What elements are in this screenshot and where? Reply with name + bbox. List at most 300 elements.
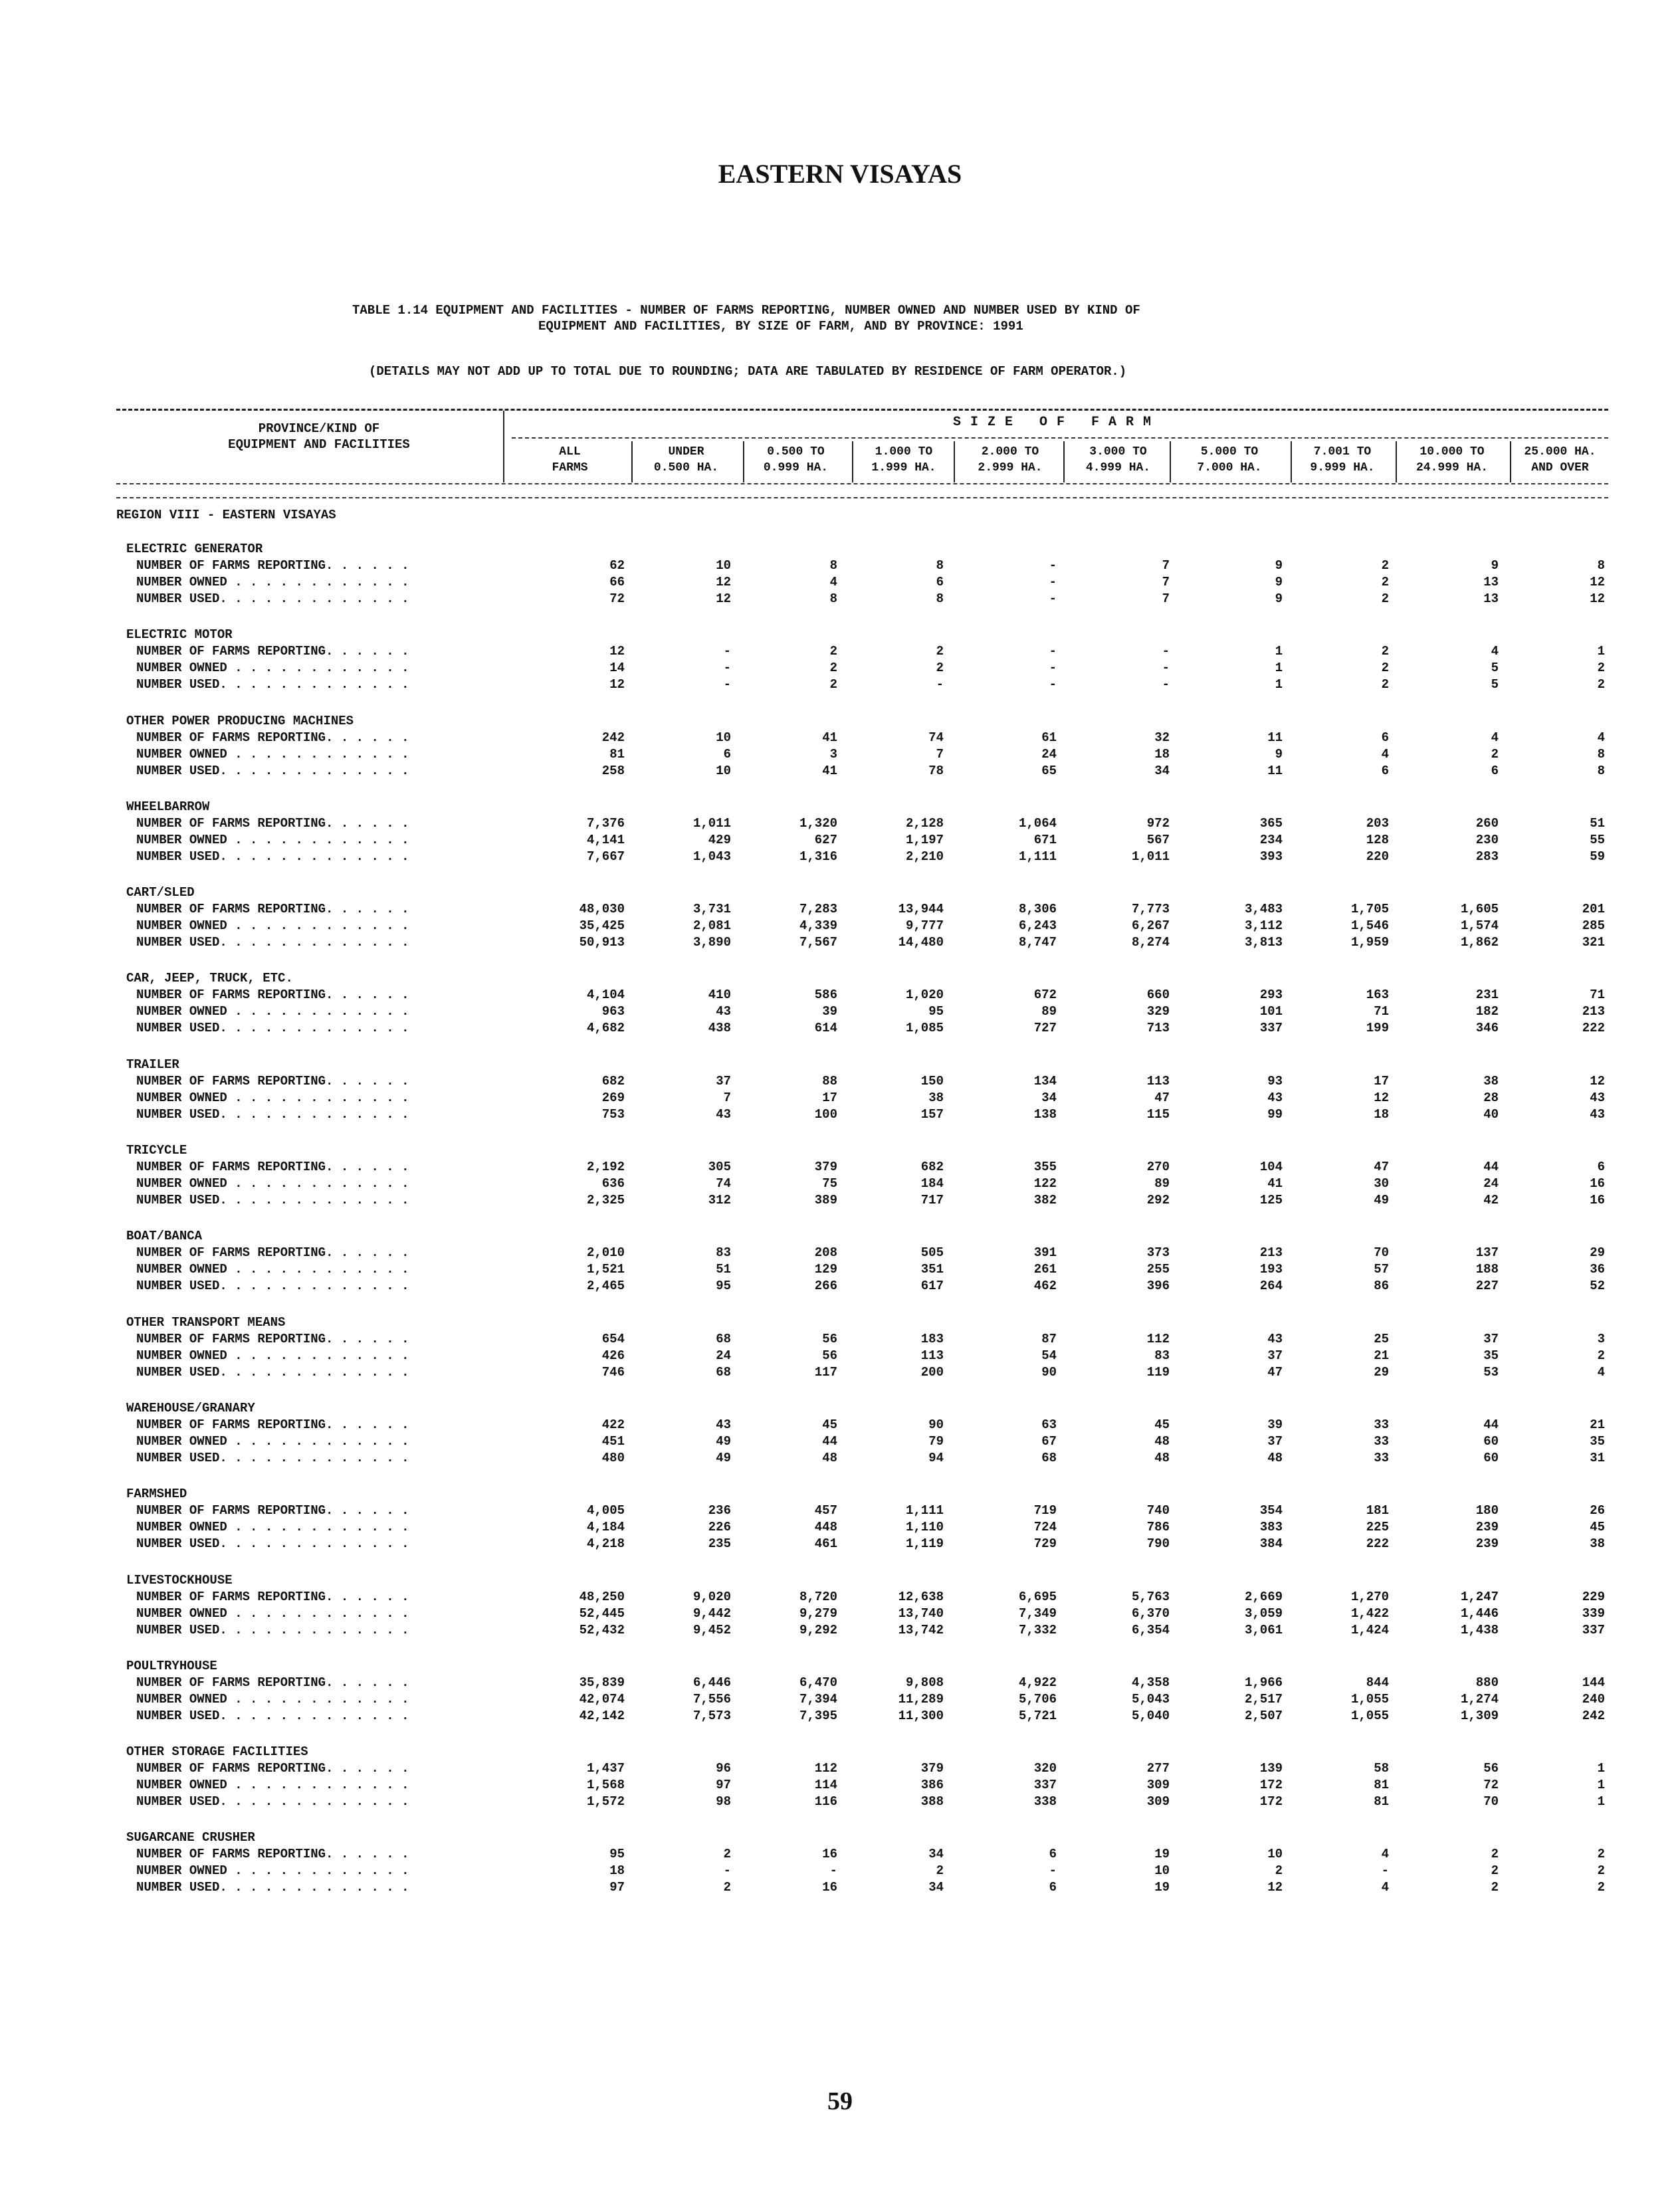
table-cell: 6,370 <box>1131 1606 1170 1621</box>
equipment-group <box>0 1142 1680 1227</box>
table-cell: 34 <box>928 1880 944 1895</box>
column-header-line: 1.999 HA. <box>871 461 936 474</box>
table-cell: 2,010 <box>586 1245 625 1261</box>
table-cell: 2,517 <box>1244 1691 1283 1707</box>
table-cell: 383 <box>1259 1520 1283 1535</box>
table-cell: 1,546 <box>1350 918 1389 934</box>
table-row <box>0 1708 1680 1724</box>
table-cell: 100 <box>814 1106 837 1122</box>
table-cell: 4 <box>1381 746 1389 762</box>
row-label: NUMBER OWNED . . . . . . . . . . . . <box>136 1262 409 1277</box>
equipment-group-title: LIVESTOCKHOUSE <box>126 1572 233 1588</box>
table-cell: 5,721 <box>1018 1708 1057 1723</box>
table-cell: 1,055 <box>1350 1708 1389 1723</box>
table-row <box>0 1331 1680 1348</box>
table-row <box>0 660 1680 677</box>
table-row <box>0 1073 1680 1090</box>
table-row <box>0 1176 1680 1192</box>
table-cell: 43 <box>1267 1090 1283 1105</box>
table-cell: 266 <box>814 1279 837 1294</box>
table-cell: 226 <box>708 1520 731 1535</box>
row-label: NUMBER USED. . . . . . . . . . . . . <box>136 677 409 692</box>
table-cell: 193 <box>1259 1262 1283 1277</box>
caption-line-2: EQUIPMENT AND FACILITIES, BY SIZE OF FARM, AND BY PROVINCE: 1991 <box>538 319 1023 334</box>
table-cell: 113 <box>920 1348 944 1363</box>
table-cell: 4 <box>829 575 837 589</box>
table-cell: 7,573 <box>692 1708 731 1723</box>
table-cell: 384 <box>1259 1536 1283 1552</box>
table-cell: 312 <box>708 1193 731 1208</box>
table-cell: 1,574 <box>1460 918 1499 934</box>
table-cell: 122 <box>1033 1176 1057 1192</box>
row-label: NUMBER USED. . . . . . . . . . . . . <box>136 1106 409 1122</box>
table-cell: 3 <box>1597 1331 1605 1346</box>
table-cell: 1,320 <box>799 815 837 831</box>
table-cell: 1,705 <box>1350 902 1389 917</box>
row-label: NUMBER USED. . . . . . . . . . . . . <box>136 1536 409 1552</box>
row-label: NUMBER USED. . . . . . . . . . . . . <box>136 1880 409 1895</box>
table-cell: 11 <box>1267 763 1283 778</box>
equipment-group-title: WHEELBARROW <box>126 799 210 814</box>
table-cell: 2 <box>1381 661 1389 676</box>
page-number: 59 <box>827 2087 853 2115</box>
table-cell: 116 <box>814 1794 837 1810</box>
table-cell: 8,720 <box>799 1589 837 1604</box>
table-cell: 25 <box>1374 1331 1389 1346</box>
table-cell: 150 <box>920 1073 944 1089</box>
table-cell: 90 <box>928 1417 944 1432</box>
equipment-group-title: OTHER STORAGE FACILITIES <box>126 1744 308 1760</box>
table-cell: 2 <box>1491 1863 1499 1879</box>
table-cell: 7,667 <box>586 849 625 864</box>
table-row <box>0 1691 1680 1708</box>
size-of-farm-header: SIZE OF FARM <box>952 415 1161 430</box>
table-cell: 660 <box>1146 988 1170 1003</box>
column-header-line: 9.999 HA. <box>1310 461 1375 474</box>
table-cell: 63 <box>1041 1417 1057 1432</box>
table-cell: 462 <box>1033 1279 1057 1294</box>
equipment-group <box>0 1485 1680 1571</box>
column-header-line: ALL <box>559 445 581 459</box>
table-cell: - <box>723 644 731 659</box>
table-cell: 242 <box>1582 1708 1605 1723</box>
table-cell: 199 <box>1366 1021 1389 1036</box>
table-note: (DETAILS MAY NOT ADD UP TO TOTAL DUE TO ROUNDING; DATA ARE TABULATED BY RESIDENCE OF FARM OPERATOR.) <box>369 364 1127 379</box>
table-cell: 52,445 <box>579 1606 625 1621</box>
table-cell: 12 <box>1267 1880 1283 1895</box>
table-cell: 96 <box>716 1761 731 1776</box>
row-label: NUMBER USED. . . . . . . . . . . . . <box>136 1364 409 1380</box>
table-cell: 1,064 <box>1018 815 1057 831</box>
table-cell: 338 <box>1033 1794 1057 1810</box>
table-cell: 137 <box>1475 1245 1499 1261</box>
table-cell: 7,283 <box>799 902 837 917</box>
column-header-line: AND OVER <box>1531 461 1589 474</box>
table-cell: 10 <box>1154 1863 1170 1879</box>
table-cell: 7 <box>723 1090 731 1105</box>
table-cell: 235 <box>708 1536 731 1552</box>
table-cell: 3 <box>829 746 837 762</box>
table-cell: 222 <box>1366 1536 1389 1552</box>
table-cell: 396 <box>1146 1279 1170 1294</box>
table-row <box>0 1606 1680 1622</box>
equipment-group <box>0 1400 1680 1485</box>
table-cell: 6 <box>1381 730 1389 745</box>
table-cell: 71 <box>1374 1004 1389 1019</box>
table-cell: 90 <box>1041 1364 1057 1380</box>
table-cell: 6 <box>723 746 731 762</box>
table-cell: 34 <box>1041 1090 1057 1105</box>
column-header-line: 7.001 TO <box>1313 445 1372 459</box>
table-cell: 99 <box>1267 1106 1283 1122</box>
table-cell: 10 <box>716 558 731 573</box>
table-cell: 72 <box>609 591 625 606</box>
table-cell: 48 <box>1154 1450 1170 1465</box>
column-divider <box>1291 441 1292 482</box>
table-cell: 10 <box>716 763 731 778</box>
table-cell: 880 <box>1475 1675 1499 1690</box>
table-cell: 39 <box>1267 1417 1283 1432</box>
table-cell: 14 <box>609 661 625 676</box>
row-label: NUMBER OF FARMS REPORTING. . . . . . <box>136 1675 409 1690</box>
equipment-group <box>0 1227 1680 1313</box>
table-cell: 39 <box>822 1004 837 1019</box>
table-cell: 586 <box>814 988 837 1003</box>
table-cell: 24 <box>716 1348 731 1363</box>
column-header <box>854 444 954 476</box>
table-cell: 724 <box>1033 1520 1057 1535</box>
table-cell: 337 <box>1582 1622 1605 1637</box>
table-cell: 43 <box>716 1417 731 1432</box>
table-cell: 114 <box>814 1778 837 1793</box>
column-header-line: 2.999 HA. <box>978 461 1043 474</box>
row-label: NUMBER USED. . . . . . . . . . . . . <box>136 763 409 778</box>
table-cell: 13 <box>1483 575 1499 589</box>
table-cell: 38 <box>1483 1073 1499 1089</box>
equipment-group <box>0 1657 1680 1743</box>
table-cell: 3,890 <box>692 935 731 950</box>
table-cell: 44 <box>822 1433 837 1449</box>
table-cell: 48 <box>822 1450 837 1465</box>
table-cell: 9 <box>1491 558 1499 573</box>
table-cell: 6,446 <box>692 1675 731 1690</box>
row-label: NUMBER USED. . . . . . . . . . . . . <box>136 1450 409 1465</box>
table-cell: 6 <box>1049 1880 1057 1895</box>
table-cell: 225 <box>1366 1520 1389 1535</box>
table-cell: 8 <box>936 558 944 573</box>
column-header <box>1067 444 1170 476</box>
table-cell: 1,011 <box>1131 849 1170 864</box>
table-cell: 78 <box>928 763 944 778</box>
table-cell: 1,521 <box>586 1262 625 1277</box>
table-cell: 12 <box>1590 575 1605 589</box>
table-cell: 44 <box>1483 1417 1499 1432</box>
table-cell: 4,358 <box>1131 1675 1170 1690</box>
table-row <box>0 1589 1680 1606</box>
table-cell: 38 <box>928 1090 944 1105</box>
table-cell: 1,422 <box>1350 1606 1389 1621</box>
table-cell: 35 <box>1590 1433 1605 1449</box>
table-row <box>0 1503 1680 1519</box>
table-cell: 9,777 <box>905 918 944 934</box>
equipment-group-title: TRAILER <box>126 1057 179 1072</box>
column-header-line: 2.000 TO <box>981 445 1039 459</box>
table-cell: - <box>723 661 731 676</box>
table-cell: 32 <box>1154 730 1170 745</box>
table-cell: 4,339 <box>799 918 837 934</box>
table-cell: 7 <box>1162 575 1170 589</box>
table-cell: 9,808 <box>905 1675 944 1690</box>
table-cell: 1,270 <box>1350 1589 1389 1604</box>
table-cell: 49 <box>716 1433 731 1449</box>
table-cell: 1,309 <box>1460 1708 1499 1723</box>
table-cell: 34 <box>1154 763 1170 778</box>
table-cell: 26 <box>1590 1503 1605 1518</box>
row-label: NUMBER OWNED . . . . . . . . . . . . <box>136 832 409 847</box>
table-cell: 339 <box>1582 1606 1605 1621</box>
column-header-line: 10.000 TO <box>1419 445 1485 459</box>
table-cell: 88 <box>822 1073 837 1089</box>
table-cell: 28 <box>1483 1090 1499 1105</box>
table-cell: 157 <box>920 1106 944 1122</box>
table-cell: 183 <box>920 1331 944 1346</box>
row-label: NUMBER USED. . . . . . . . . . . . . <box>136 1708 409 1723</box>
table-cell: 43 <box>1267 1331 1283 1346</box>
equipment-group-title: CART/SLED <box>126 885 195 900</box>
table-cell: 1,274 <box>1460 1691 1499 1707</box>
rule-body-top <box>116 497 1608 498</box>
table-row <box>0 1020 1680 1037</box>
table-cell: 54 <box>1041 1348 1057 1363</box>
table-cell: - <box>1162 661 1170 676</box>
column-divider <box>1396 441 1397 482</box>
row-label: NUMBER OF FARMS REPORTING. . . . . . <box>136 730 409 745</box>
table-cell: 50,913 <box>579 935 625 950</box>
table-cell: 81 <box>1374 1794 1389 1810</box>
table-row <box>0 574 1680 591</box>
table-cell: 388 <box>920 1794 944 1810</box>
equipment-group <box>0 1743 1680 1829</box>
table-row <box>0 901 1680 918</box>
table-cell: 2,669 <box>1244 1589 1283 1604</box>
row-label: NUMBER OWNED . . . . . . . . . . . . <box>136 575 409 589</box>
table-cell: 21 <box>1590 1417 1605 1432</box>
table-cell: 229 <box>1582 1589 1605 1604</box>
table-cell: 3,112 <box>1244 918 1283 934</box>
table-cell: 844 <box>1366 1675 1389 1690</box>
table-cell: 410 <box>708 988 731 1003</box>
table-row <box>0 1794 1680 1810</box>
table-cell: 115 <box>1146 1106 1170 1122</box>
table-row <box>0 1159 1680 1176</box>
table-cell: 5,706 <box>1018 1691 1057 1707</box>
table-row <box>0 832 1680 849</box>
table-cell: 9,292 <box>799 1622 837 1637</box>
column-header-line: 4.999 HA. <box>1085 461 1151 474</box>
table-cell: 1,862 <box>1460 935 1499 950</box>
table-cell: 505 <box>920 1245 944 1261</box>
table-cell: 37 <box>1483 1331 1499 1346</box>
table-cell: 6 <box>936 575 944 589</box>
table-cell: 270 <box>1146 1160 1170 1175</box>
table-cell: 239 <box>1475 1536 1499 1552</box>
equipment-group <box>0 712 1680 798</box>
equipment-group-title: ELECTRIC GENERATOR <box>126 542 263 556</box>
table-cell: 7,349 <box>1018 1606 1057 1621</box>
row-label: NUMBER USED. . . . . . . . . . . . . <box>136 1193 409 1208</box>
table-cell: - <box>1049 661 1057 676</box>
table-cell: 480 <box>601 1450 625 1465</box>
table-cell: 393 <box>1259 849 1283 864</box>
table-cell: 62 <box>609 558 625 573</box>
table-cell: 41 <box>822 730 837 745</box>
table-cell: 70 <box>1483 1794 1499 1810</box>
table-cell: 8 <box>1597 558 1605 573</box>
table-cell: 9,452 <box>692 1622 731 1637</box>
table-cell: 172 <box>1259 1778 1283 1793</box>
table-row <box>0 1106 1680 1123</box>
table-cell: 391 <box>1033 1245 1057 1261</box>
table-cell: 448 <box>814 1520 837 1535</box>
table-cell: 33 <box>1374 1417 1389 1432</box>
table-cell: 4,922 <box>1018 1675 1057 1690</box>
table-cell: 42,142 <box>579 1708 625 1723</box>
table-row <box>0 1003 1680 1020</box>
row-label: NUMBER OWNED . . . . . . . . . . . . <box>136 1520 409 1535</box>
table-cell: 1,446 <box>1460 1606 1499 1621</box>
row-label: NUMBER OF FARMS REPORTING. . . . . . <box>136 1073 409 1089</box>
table-cell: 2 <box>723 1847 731 1862</box>
table-cell: 320 <box>1033 1761 1057 1776</box>
table-cell: 41 <box>822 763 837 778</box>
column-divider <box>631 441 633 482</box>
row-label: NUMBER OF FARMS REPORTING. . . . . . <box>136 902 409 917</box>
table-cell: 7 <box>1162 591 1170 606</box>
table-cell: 2,507 <box>1244 1708 1283 1723</box>
table-cell: 17 <box>1374 1073 1389 1089</box>
page-header: EASTERN VISAYAS <box>718 159 962 189</box>
column-divider <box>743 441 744 482</box>
table-cell: 6 <box>1381 763 1389 778</box>
table-cell: 4,218 <box>586 1536 625 1552</box>
column-header-line: FARMS <box>552 461 588 474</box>
column-header <box>1293 444 1392 476</box>
row-label: NUMBER OWNED . . . . . . . . . . . . <box>136 1348 409 1363</box>
table-cell: 48,030 <box>579 902 625 917</box>
table-cell: 4 <box>1597 1364 1605 1380</box>
table-cell: 1,197 <box>905 832 944 847</box>
table-cell: 269 <box>601 1090 625 1105</box>
table-caption <box>352 302 1429 334</box>
table-cell: 972 <box>1146 815 1170 831</box>
table-cell: 86 <box>1374 1279 1389 1294</box>
table-cell: 309 <box>1146 1778 1170 1793</box>
table-cell: 1,572 <box>586 1794 625 1810</box>
table-cell: 2 <box>829 661 837 676</box>
table-cell: 457 <box>814 1503 837 1518</box>
table-cell: 37 <box>1267 1433 1283 1449</box>
row-label: NUMBER USED. . . . . . . . . . . . . <box>136 1279 409 1294</box>
table-cell: 5,763 <box>1131 1589 1170 1604</box>
table-row <box>0 1622 1680 1639</box>
table-cell: 7,332 <box>1018 1622 1057 1637</box>
table-cell: 719 <box>1033 1503 1057 1518</box>
table-cell: 68 <box>716 1364 731 1380</box>
table-cell: 41 <box>1267 1176 1283 1192</box>
table-cell: 6,695 <box>1018 1589 1057 1604</box>
table-cell: 5,043 <box>1131 1691 1170 1707</box>
table-cell: 438 <box>708 1021 731 1036</box>
table-cell: 87 <box>1041 1331 1057 1346</box>
table-cell: 125 <box>1259 1193 1283 1208</box>
table-cell: 188 <box>1475 1262 1499 1277</box>
table-cell: 40 <box>1483 1106 1499 1122</box>
rule-size-header <box>512 437 1608 439</box>
table-cell: 293 <box>1259 988 1283 1003</box>
table-cell: 422 <box>601 1417 625 1432</box>
table-row <box>0 1364 1680 1381</box>
table-cell: 13 <box>1483 591 1499 606</box>
table-cell: 104 <box>1259 1160 1283 1175</box>
table-cell: 172 <box>1259 1794 1283 1810</box>
table-cell: 1,316 <box>799 849 837 864</box>
column-header <box>1173 444 1286 476</box>
table-cell: 72 <box>1483 1778 1499 1793</box>
table-cell: 2,192 <box>586 1160 625 1175</box>
table-cell: 2 <box>936 1863 944 1879</box>
table-row <box>0 849 1680 865</box>
row-label: NUMBER USED. . . . . . . . . . . . . <box>136 849 409 864</box>
table-cell: 337 <box>1033 1778 1057 1793</box>
table-cell: - <box>1049 591 1057 606</box>
table-cell: 79 <box>928 1433 944 1449</box>
table-cell: 43 <box>1590 1106 1605 1122</box>
table-cell: 1,020 <box>905 988 944 1003</box>
table-row <box>0 1450 1680 1467</box>
table-cell: 16 <box>822 1880 837 1895</box>
table-row <box>0 1090 1680 1106</box>
equipment-group-title: CAR, JEEP, TRUCK, ETC. <box>126 971 293 986</box>
table-row <box>0 677 1680 693</box>
table-cell: 12 <box>1590 591 1605 606</box>
table-cell: 12 <box>609 644 625 659</box>
rule-header-bottom <box>116 483 1608 484</box>
table-cell: 19 <box>1154 1880 1170 1895</box>
table-cell: 1,043 <box>692 849 731 864</box>
table-cell: 47 <box>1154 1090 1170 1105</box>
table-cell: 3,813 <box>1244 935 1283 950</box>
table-cell: 139 <box>1259 1761 1283 1776</box>
table-cell: 9,020 <box>692 1589 731 1604</box>
column-divider <box>954 441 955 482</box>
table-cell: 128 <box>1366 832 1389 847</box>
table-cell: 138 <box>1033 1106 1057 1122</box>
table-row <box>0 1417 1680 1433</box>
table-cell: 117 <box>814 1364 837 1380</box>
table-cell: 4,005 <box>586 1503 625 1518</box>
table-cell: 58 <box>1374 1761 1389 1776</box>
table-cell: 2 <box>829 677 837 692</box>
table-cell: 8 <box>1597 763 1605 778</box>
equipment-group <box>0 626 1680 712</box>
table-cell: 33 <box>1374 1433 1389 1449</box>
table-cell: 2,081 <box>692 918 731 934</box>
column-header-line: 1.000 TO <box>875 445 933 459</box>
table-cell: 12,638 <box>898 1589 944 1604</box>
table-cell: 8 <box>936 591 944 606</box>
table-cell: 2 <box>936 661 944 676</box>
column-divider <box>1170 441 1171 482</box>
